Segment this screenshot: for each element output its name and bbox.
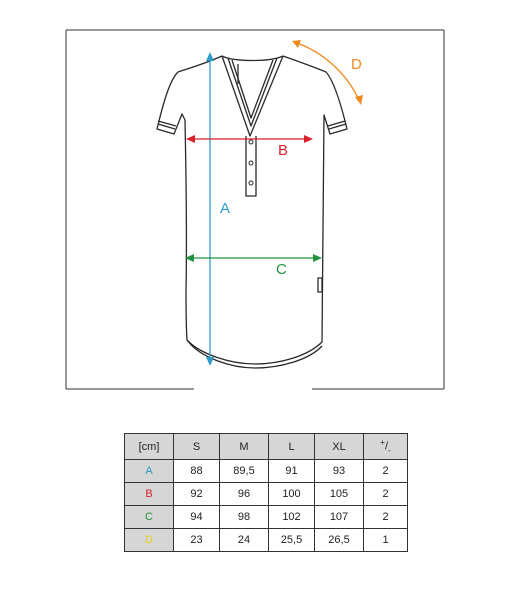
size-table [124, 433, 408, 552]
row-label-a: A [125, 460, 174, 483]
table-row [125, 529, 408, 552]
table-cell: 98 [220, 506, 269, 529]
table-row [125, 506, 408, 529]
tolerance-cell: 1 [364, 529, 408, 552]
measurement-c [185, 254, 322, 278]
dress-outline [157, 56, 347, 368]
size-header: XL [315, 434, 364, 460]
table-cell: 23 [174, 529, 220, 552]
measurement-d-label: D [351, 56, 362, 73]
table-row [125, 460, 408, 483]
measurement-d [292, 40, 363, 105]
row-label-d: D [125, 529, 174, 552]
button-2 [249, 161, 253, 165]
tolerance-plus: + [380, 438, 385, 448]
row-label-c: C [125, 506, 174, 529]
size-header: S [174, 434, 220, 460]
tolerance-cell: 2 [364, 506, 408, 529]
measurement-b-label: B [278, 142, 289, 159]
measurement-b [186, 135, 313, 159]
tolerance-cell: 2 [364, 460, 408, 483]
table-cell: 107 [315, 506, 364, 529]
table-cell: 25,5 [269, 529, 315, 552]
tolerance-cell: 2 [364, 483, 408, 506]
table-cell: 100 [269, 483, 315, 506]
button-3 [249, 181, 253, 185]
table-cell: 91 [269, 460, 315, 483]
tolerance-minus: - [388, 445, 391, 455]
size-header: L [269, 434, 315, 460]
size-table-header-row [125, 434, 408, 460]
unit-header: [cm] [125, 434, 174, 460]
row-label-b: B [125, 483, 174, 506]
table-row [125, 483, 408, 506]
table-cell: 92 [174, 483, 220, 506]
diagram-frame [66, 30, 444, 389]
size-header: M [220, 434, 269, 460]
table-cell: 96 [220, 483, 269, 506]
measurement-a-label: A [220, 200, 231, 217]
table-cell: 94 [174, 506, 220, 529]
table-cell: 89,5 [220, 460, 269, 483]
tolerance-slash: / [384, 440, 389, 453]
button-1 [249, 140, 253, 144]
table-cell: 88 [174, 460, 220, 483]
table-cell: 105 [315, 483, 364, 506]
measurement-c-label: C [276, 261, 287, 278]
placket-buttons [249, 140, 253, 185]
table-cell: 24 [220, 529, 269, 552]
table-cell: 93 [315, 460, 364, 483]
table-cell: 26,5 [315, 529, 364, 552]
table-cell: 102 [269, 506, 315, 529]
tolerance-header [364, 434, 408, 460]
measurement-a [206, 52, 230, 366]
